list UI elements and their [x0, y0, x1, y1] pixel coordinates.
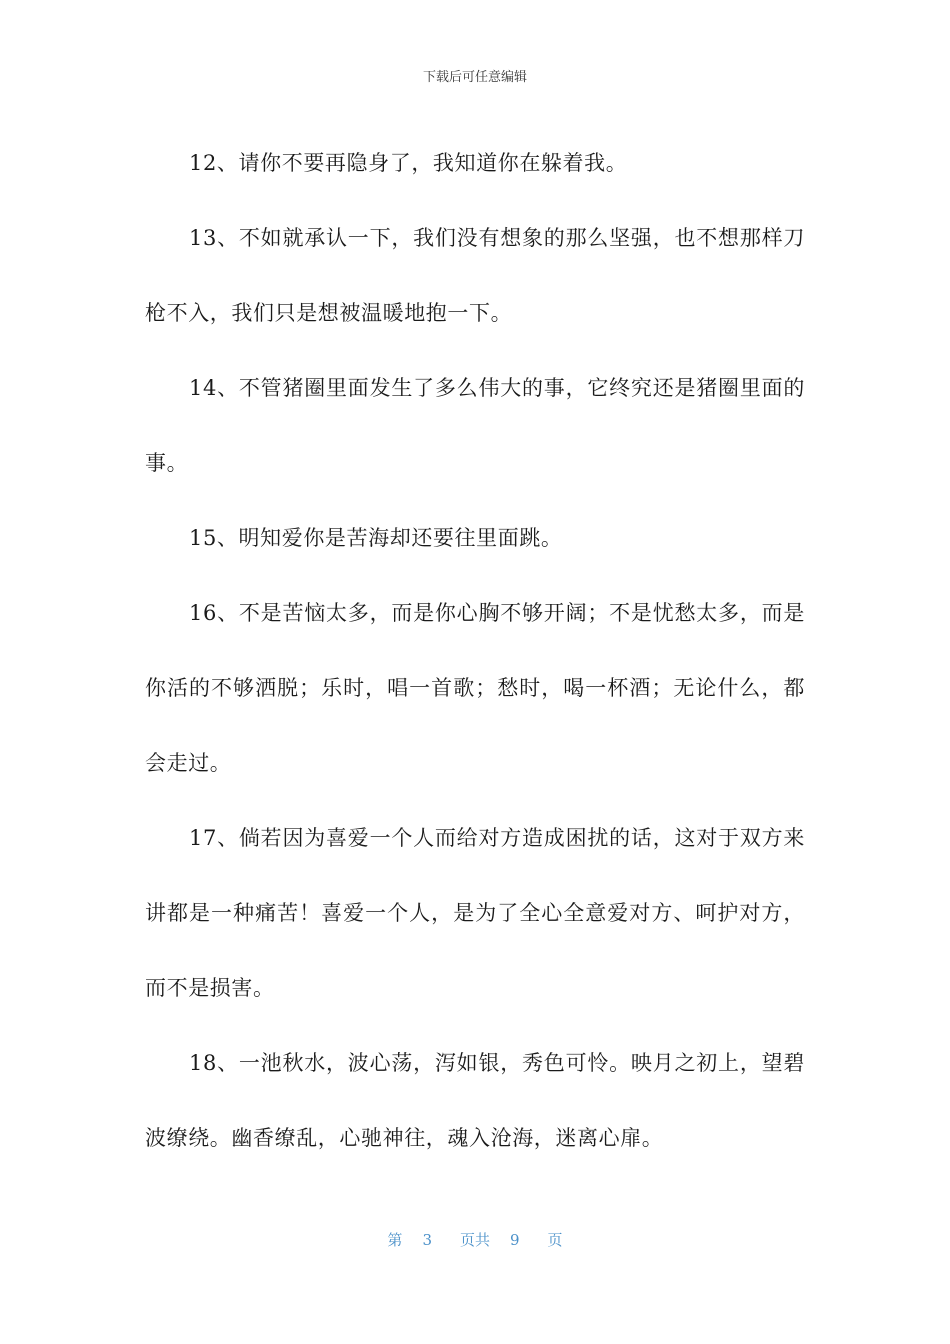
paragraph-18: 18、一池秋水，波心荡，泻如银，秀色可怜。映月之初上，望碧波缭绕。幽香缭乱，心驰神往，魂入沧海，迷离心扉。 — [145, 1051, 805, 1150]
paragraph-15: 15、明知爱你是苦海却还要往里面跳。 — [189, 526, 563, 550]
paragraph-17: 17、倘若因为喜爱一个人而给对方造成困扰的话，这对于双方来讲都是一种痛苦！喜爱一个人，是为了全心全意爱对方、呵护对方，而不是损害。 — [145, 826, 805, 1000]
footer-total-pages: 9 — [510, 1231, 520, 1249]
footer-middle: 页共 — [459, 1231, 490, 1249]
paragraph-14: 14、不管猪圈里面发生了多么伟大的事，它终究还是猪圈里面的事。 — [145, 376, 805, 475]
footer-current-page: 3 — [422, 1231, 432, 1249]
document-body — [145, 126, 805, 1176]
footer-prefix: 第 — [387, 1231, 403, 1249]
paragraph-16: 16、不是苦恼太多，而是你心胸不够开阔；不是忧愁太多，而是你活的不够洒脱；乐时，唱一首歌；愁时，喝一杯酒；无论什么，都会走过。 — [145, 601, 805, 775]
footer-suffix: 页 — [547, 1231, 563, 1249]
page-header: 下载后可任意编辑 — [422, 70, 527, 85]
paragraph-13: 13、不如就承认一下，我们没有想象的那么坚强，也不想那样刀枪不入，我们只是想被温暖地抱一下。 — [145, 226, 805, 325]
paragraph-12: 12、请你不要再隐身了，我知道你在躲着我。 — [189, 151, 628, 175]
page-footer — [0, 1229, 950, 1250]
